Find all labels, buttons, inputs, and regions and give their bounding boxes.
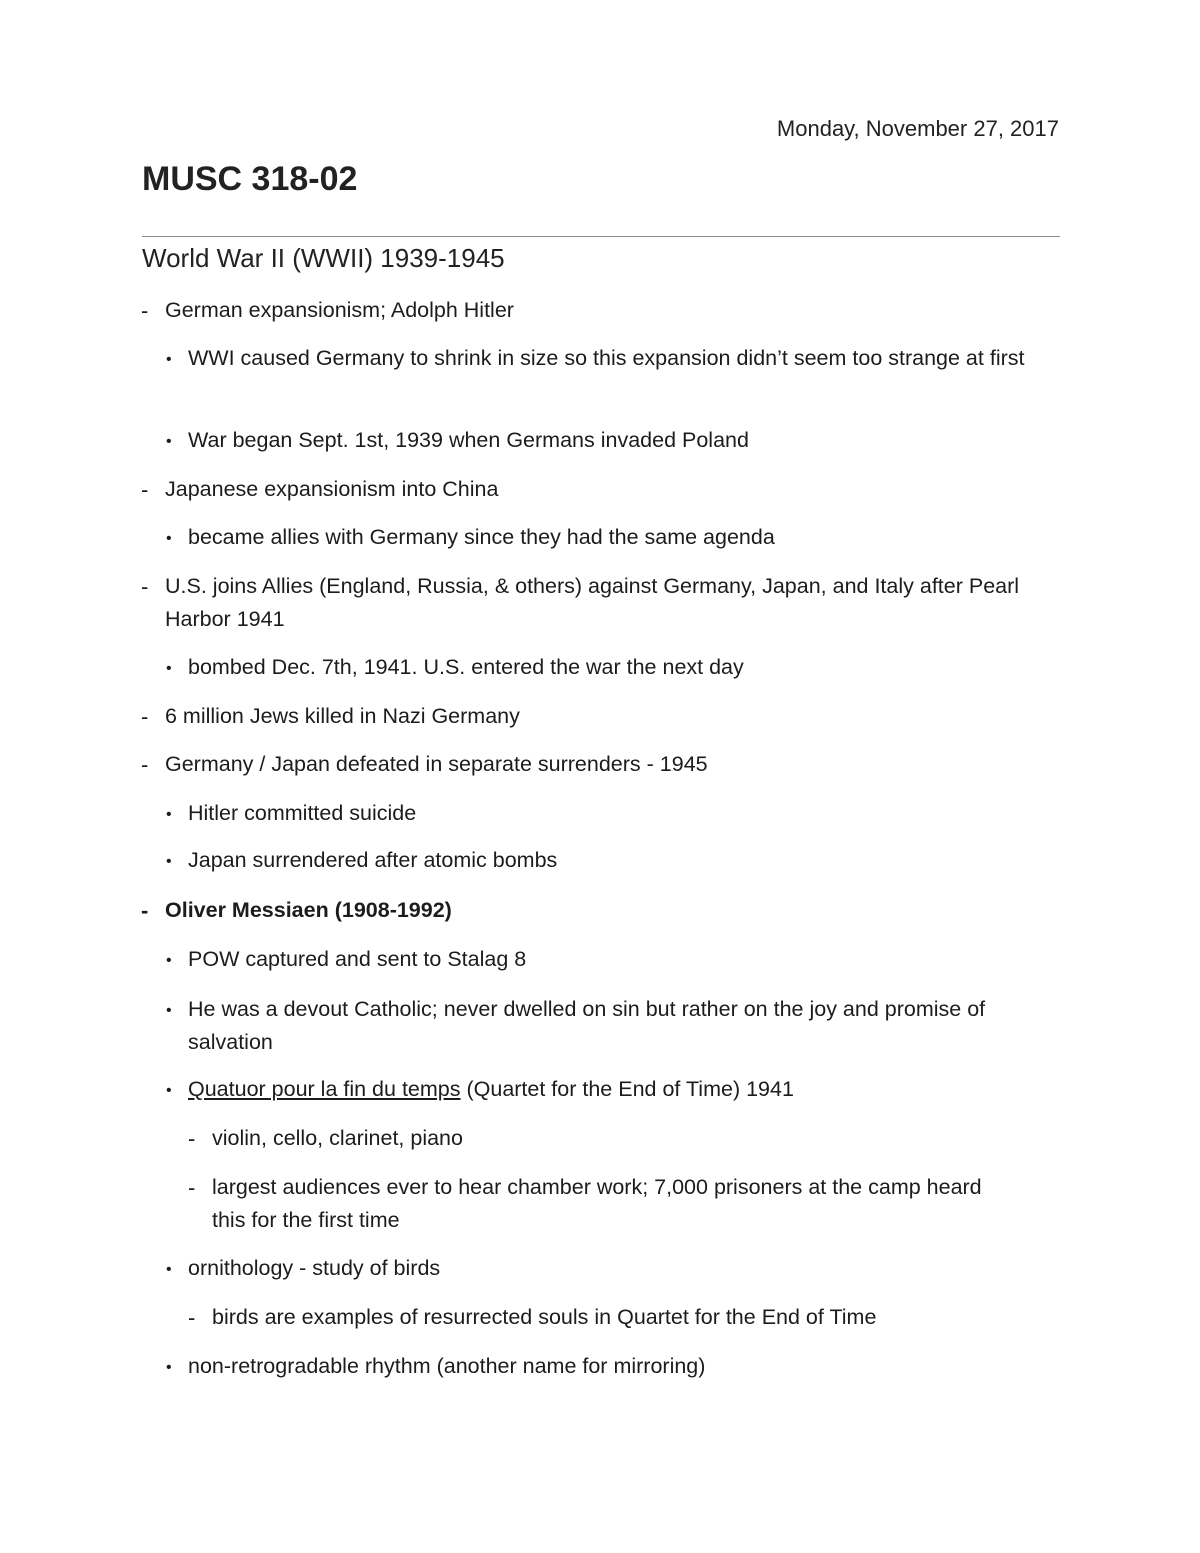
bullet-marker: • <box>166 1002 172 1019</box>
list-item-text: became allies with Germany since they had the same agenda <box>188 525 775 549</box>
bullet-marker: • <box>166 351 172 368</box>
note-date: Monday, November 27, 2017 <box>776 116 1059 141</box>
list-item <box>166 424 1061 457</box>
list-item <box>188 1122 1061 1155</box>
bullet-marker: • <box>166 1261 172 1278</box>
list-item <box>141 748 1061 781</box>
dash-marker: - <box>141 752 149 777</box>
dash-marker: - <box>141 704 149 729</box>
list-item-text: Japanese expansionism into China <box>165 477 499 501</box>
list-item-text: Germany / Japan defeated in separate surrenders - 1945 <box>165 752 708 776</box>
list-item <box>141 700 1061 733</box>
list-item-text: 6 million Jews killed in Nazi Germany <box>165 704 520 728</box>
list-item <box>166 844 1061 877</box>
list-item-text: Japan surrendered after atomic bombs <box>188 848 558 872</box>
list-item-text: Hitler committed suicide <box>188 801 417 825</box>
bullet-marker: • <box>166 660 172 677</box>
dash-marker: - <box>188 1175 196 1200</box>
bullet-marker: • <box>166 1082 172 1099</box>
list-item-text: U.S. joins Allies (England, Russia, & others) against Germany, Japan, and Italy after Pearl Harbor 1941 <box>165 574 1020 631</box>
bullet-marker: • <box>166 853 172 870</box>
list-item-text: non-retrogradable rhythm (another name for mirroring) <box>188 1354 706 1378</box>
dash-marker: - <box>188 1305 196 1330</box>
list-item <box>166 943 1061 976</box>
list-item-text <box>188 1073 1061 1106</box>
list-item-text: largest audiences ever to hear chamber work; 7,000 prisoners at the camp heard this for the first time <box>212 1175 982 1232</box>
list-item <box>166 342 1061 375</box>
list-item <box>166 651 1061 684</box>
composer-heading: Oliver Messiaen (1908-1992) <box>165 898 452 922</box>
bullet-marker: • <box>166 806 172 823</box>
dash-marker: - <box>188 1126 196 1151</box>
bullet-marker: • <box>166 530 172 547</box>
title-divider <box>142 236 1060 237</box>
list-item <box>166 521 1061 554</box>
list-item-text: POW captured and sent to Stalag 8 <box>188 947 527 971</box>
list-item <box>141 894 1061 927</box>
section-heading: World War II (WWII) 1939-1945 <box>142 243 505 273</box>
list-item-text: bombed Dec. 7th, 1941. U.S. entered the war the next day <box>188 655 744 679</box>
list-item-text: War began Sept. 1st, 1939 when Germans invaded Poland <box>188 428 749 452</box>
list-item <box>188 1171 1061 1237</box>
list-item-text: German expansionism; Adolph Hitler <box>165 298 514 322</box>
work-title-detail: (Quartet for the End of Time) 1941 <box>460 1077 794 1101</box>
list-item <box>166 1252 1061 1285</box>
list-item <box>166 1073 1061 1106</box>
course-title: MUSC 318-02 <box>142 160 358 198</box>
dash-marker: - <box>141 298 149 323</box>
list-item <box>166 1350 1061 1383</box>
list-item <box>166 993 1061 1059</box>
list-item-text: He was a devout Catholic; never dwelled on sin but rather on the joy and promise of salvation <box>188 997 986 1054</box>
list-item <box>141 473 1061 506</box>
list-item <box>166 797 1061 830</box>
work-title: Quatuor pour la fin du temps <box>188 1077 461 1101</box>
dash-marker: - <box>141 574 149 599</box>
bullet-marker: • <box>166 1359 172 1376</box>
bullet-marker: • <box>166 433 172 450</box>
list-item-text: birds are examples of resurrected souls in Quartet for the End of Time <box>212 1305 877 1329</box>
list-item <box>188 1301 1061 1334</box>
list-item-text: ornithology - study of birds <box>188 1256 441 1280</box>
list-item <box>141 294 1061 327</box>
list-item-text: violin, cello, clarinet, piano <box>212 1126 463 1150</box>
list-item <box>141 570 1061 636</box>
list-item-text: WWI caused Germany to shrink in size so this expansion didn’t seem too strange at first <box>188 346 1025 370</box>
dash-marker: - <box>141 477 149 502</box>
dash-marker: - <box>141 898 149 923</box>
bullet-marker: • <box>166 952 172 969</box>
